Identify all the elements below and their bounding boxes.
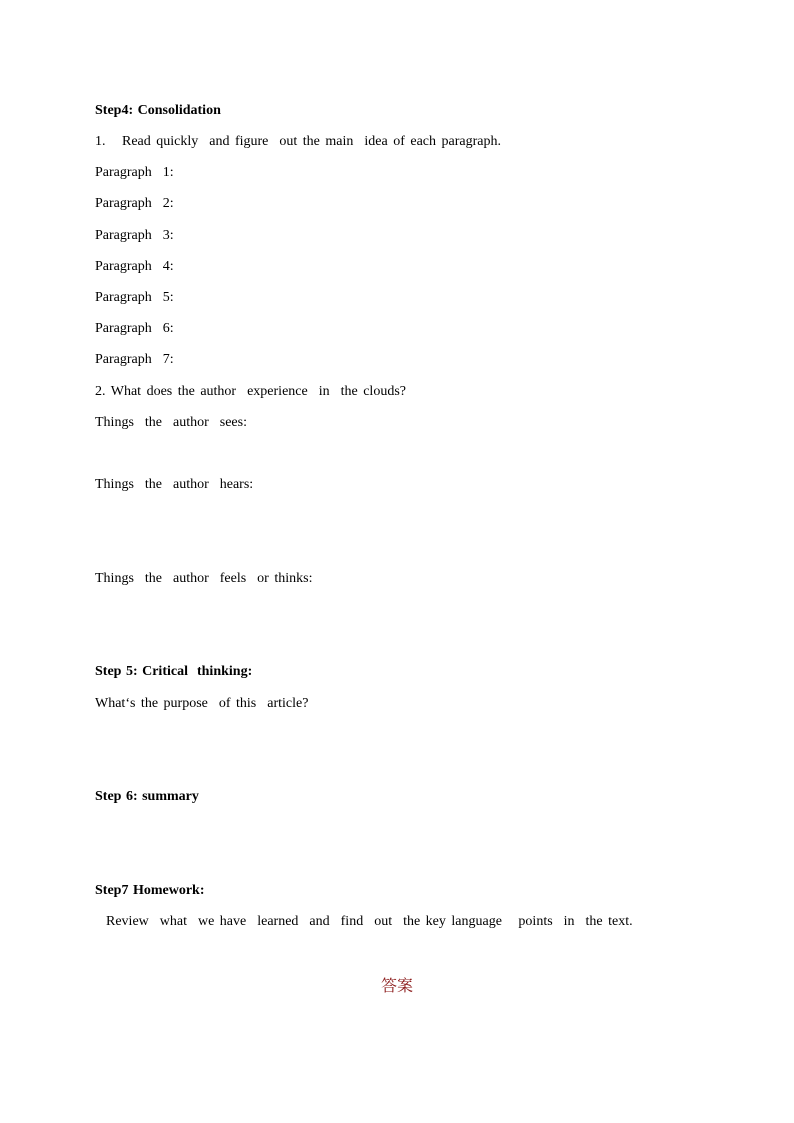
things-feels-label: Things the author feels or thinks: (95, 571, 313, 586)
paragraph-2-label: Paragraph 2: (95, 196, 174, 211)
step7-heading: Step7 Homework: (95, 883, 205, 898)
answer-heading: 答案 (380, 978, 413, 995)
paragraph-6-label: Paragraph 6: (95, 321, 174, 336)
paragraph-4-label: Paragraph 4: (95, 259, 174, 274)
step7-homework-text: Review what we have learned and find out the key language points in the text. (95, 914, 633, 929)
question-1: 1. Read quickly and figure out the main idea of each paragraph. (95, 134, 501, 149)
paragraph-1-label: Paragraph 1: (95, 165, 174, 180)
paragraph-3-label: Paragraph 3: (95, 228, 174, 243)
things-hears-label: Things the author hears: (95, 477, 254, 492)
step5-heading: Step 5: Critical thinking: (95, 664, 253, 679)
step6-heading: Step 6: summary (95, 789, 199, 804)
step4-heading: Step4: Consolidation (95, 103, 221, 118)
question-2: 2. What does the author experience in the clouds? (95, 384, 406, 399)
paragraph-7-label: Paragraph 7: (95, 352, 174, 367)
paragraph-5-label: Paragraph 5: (95, 290, 174, 305)
step5-question: What‘s the purpose of this article? (95, 696, 309, 711)
things-sees-label: Things the author sees: (95, 415, 247, 430)
